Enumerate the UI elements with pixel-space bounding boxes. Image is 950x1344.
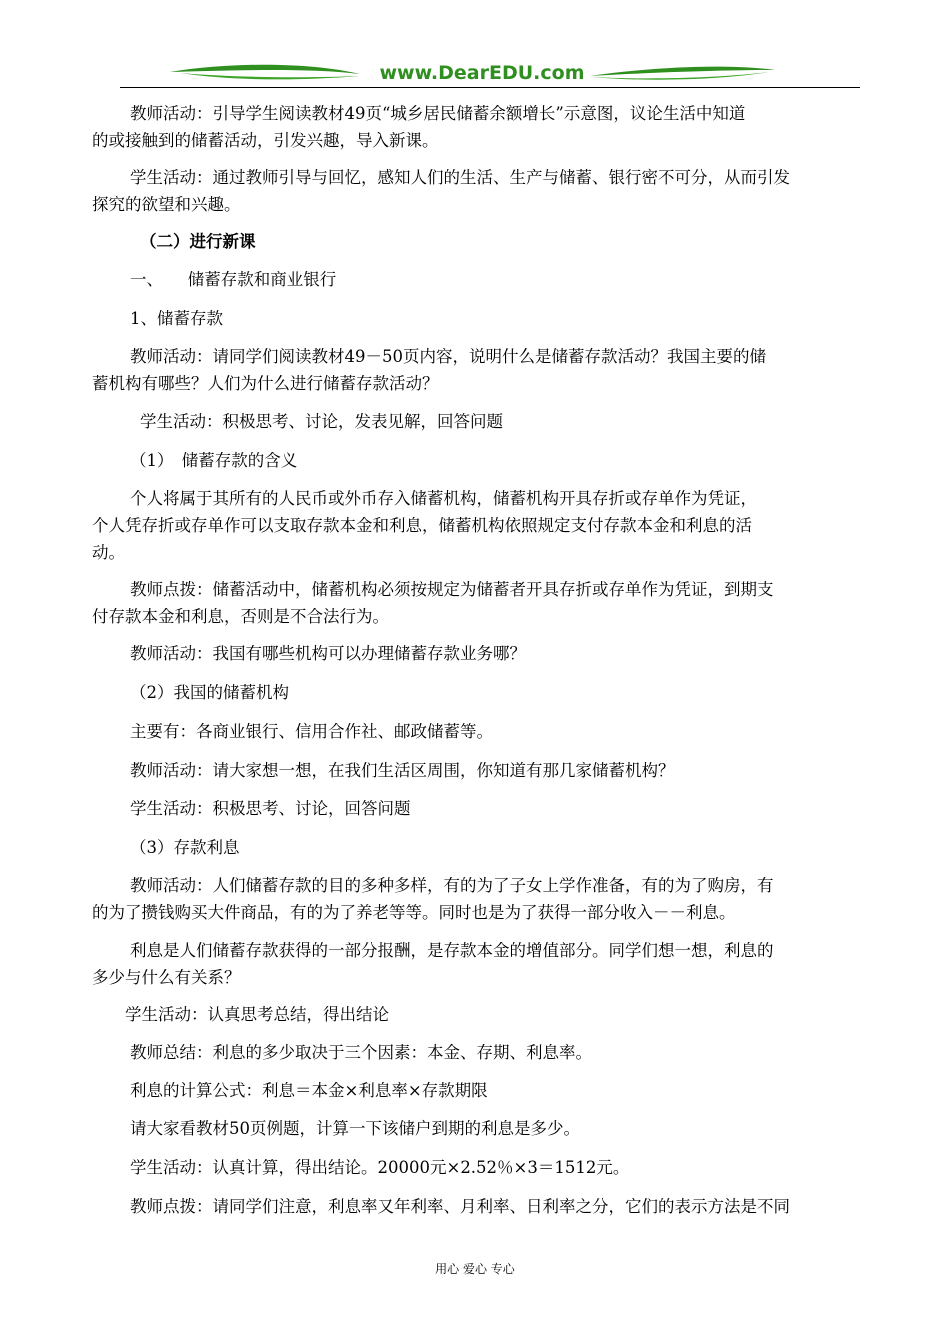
- paragraph-23-line-0: 教师点拨：请同学们注意，利息率又年利率、月利率、日利率之分，它们的表示方法是不同: [130, 1197, 790, 1216]
- paragraph-3-line-0: 一、 储蓄存款和商业银行: [130, 270, 337, 289]
- paragraph-2-line-0: （二）进行新课: [140, 232, 256, 251]
- site-logo-text: www.DearEDU.com: [379, 62, 585, 84]
- paragraph-16-line-0: 教师活动：人们储蓄存款的目的多种多样，有的为了子女上学作准备，有的为了购房，有: [130, 876, 774, 895]
- paragraph-9-line-1: 付存款本金和利息，否则是不合法行为。: [92, 607, 389, 626]
- header-rule: [120, 87, 860, 88]
- paragraph-4-line-0: 1、储蓄存款: [130, 309, 223, 328]
- paragraph-16-line-1: 的为了攒钱购买大件商品，有的为了养老等等。同时也是为了获得一部分收入－－利息。: [92, 903, 736, 922]
- paragraph-8-line-1: 个人凭存折或存单作可以支取存款本金和利息，储蓄机构依照规定支付存款本金和利息的活: [92, 516, 752, 535]
- paragraph-9-line-0: 教师点拨：储蓄活动中，储蓄机构必须按规定为储蓄者开具存折或存单作为凭证，到期支: [130, 580, 774, 599]
- paragraph-20-line-0: 利息的计算公式：利息＝本金×利息率×存款期限: [130, 1081, 488, 1100]
- paragraph-19-line-0: 教师总结：利息的多少取决于三个因素：本金、存期、利息率。: [130, 1043, 592, 1062]
- paragraph-21-line-0: 请大家看教材50页例题，计算一下该储户到期的利息是多少。: [130, 1119, 580, 1138]
- paragraph-11-line-0: （2）我国的储蓄机构: [130, 683, 289, 702]
- page-footer: 用心 爱心 专心: [435, 1262, 515, 1276]
- paragraph-6-line-0: 学生活动：积极思考、讨论，发表见解，回答问题: [140, 412, 503, 431]
- paragraph-13-line-0: 教师活动：请大家想一想，在我们生活区周围，你知道有那几家储蓄机构？: [130, 761, 675, 780]
- paragraph-18-line-0: 学生活动：认真思考总结，得出结论: [125, 1005, 389, 1024]
- paragraph-17-line-0: 利息是人们储蓄存款获得的一部分报酬，是存款本金的增值部分。同学们想一想，利息的: [130, 941, 774, 960]
- paragraph-12-line-0: 主要有：各商业银行、信用合作社、邮政储蓄等。: [130, 722, 493, 741]
- paragraph-7-line-0: （1） 储蓄存款的含义: [130, 451, 298, 470]
- paragraph-22-line-0: 学生活动：认真计算，得出结论。20000元×2.52％×3＝1512元。: [130, 1158, 630, 1177]
- paragraph-1-line-0: 学生活动：通过教师引导与回忆，感知人们的生活、生产与储蓄、银行密不可分，从而引发: [130, 168, 790, 187]
- paragraph-10-line-0: 教师活动：我国有哪些机构可以办理储蓄存款业务哪？: [130, 644, 526, 663]
- paragraph-8-line-2: 动。: [92, 543, 125, 562]
- paragraph-8-line-0: 个人将属于其所有的人民币或外币存入储蓄机构，储蓄机构开具存折或存单作为凭证，: [130, 489, 757, 508]
- paragraph-1-line-1: 探究的欲望和兴趣。: [92, 195, 241, 214]
- paragraph-17-line-1: 多少与什么有关系？: [92, 968, 241, 987]
- page-header: [120, 58, 860, 90]
- paragraph-5-line-0: 教师活动：请同学们阅读教材49－50页内容，说明什么是储蓄存款活动？我国主要的储: [130, 347, 766, 366]
- paragraph-0-line-0: 教师活动：引导学生阅读教材49页“城乡居民储蓄余额增长”示意图，议论生活中知道: [130, 104, 746, 123]
- paragraph-15-line-0: （3）存款利息: [130, 838, 240, 857]
- paragraph-5-line-1: 蓄机构有哪些？人们为什么进行储蓄存款活动？: [92, 374, 439, 393]
- paragraph-14-line-0: 学生活动：积极思考、讨论，回答问题: [130, 799, 411, 818]
- paragraph-0-line-1: 的或接触到的储蓄活动，引发兴趣，导入新课。: [92, 131, 439, 150]
